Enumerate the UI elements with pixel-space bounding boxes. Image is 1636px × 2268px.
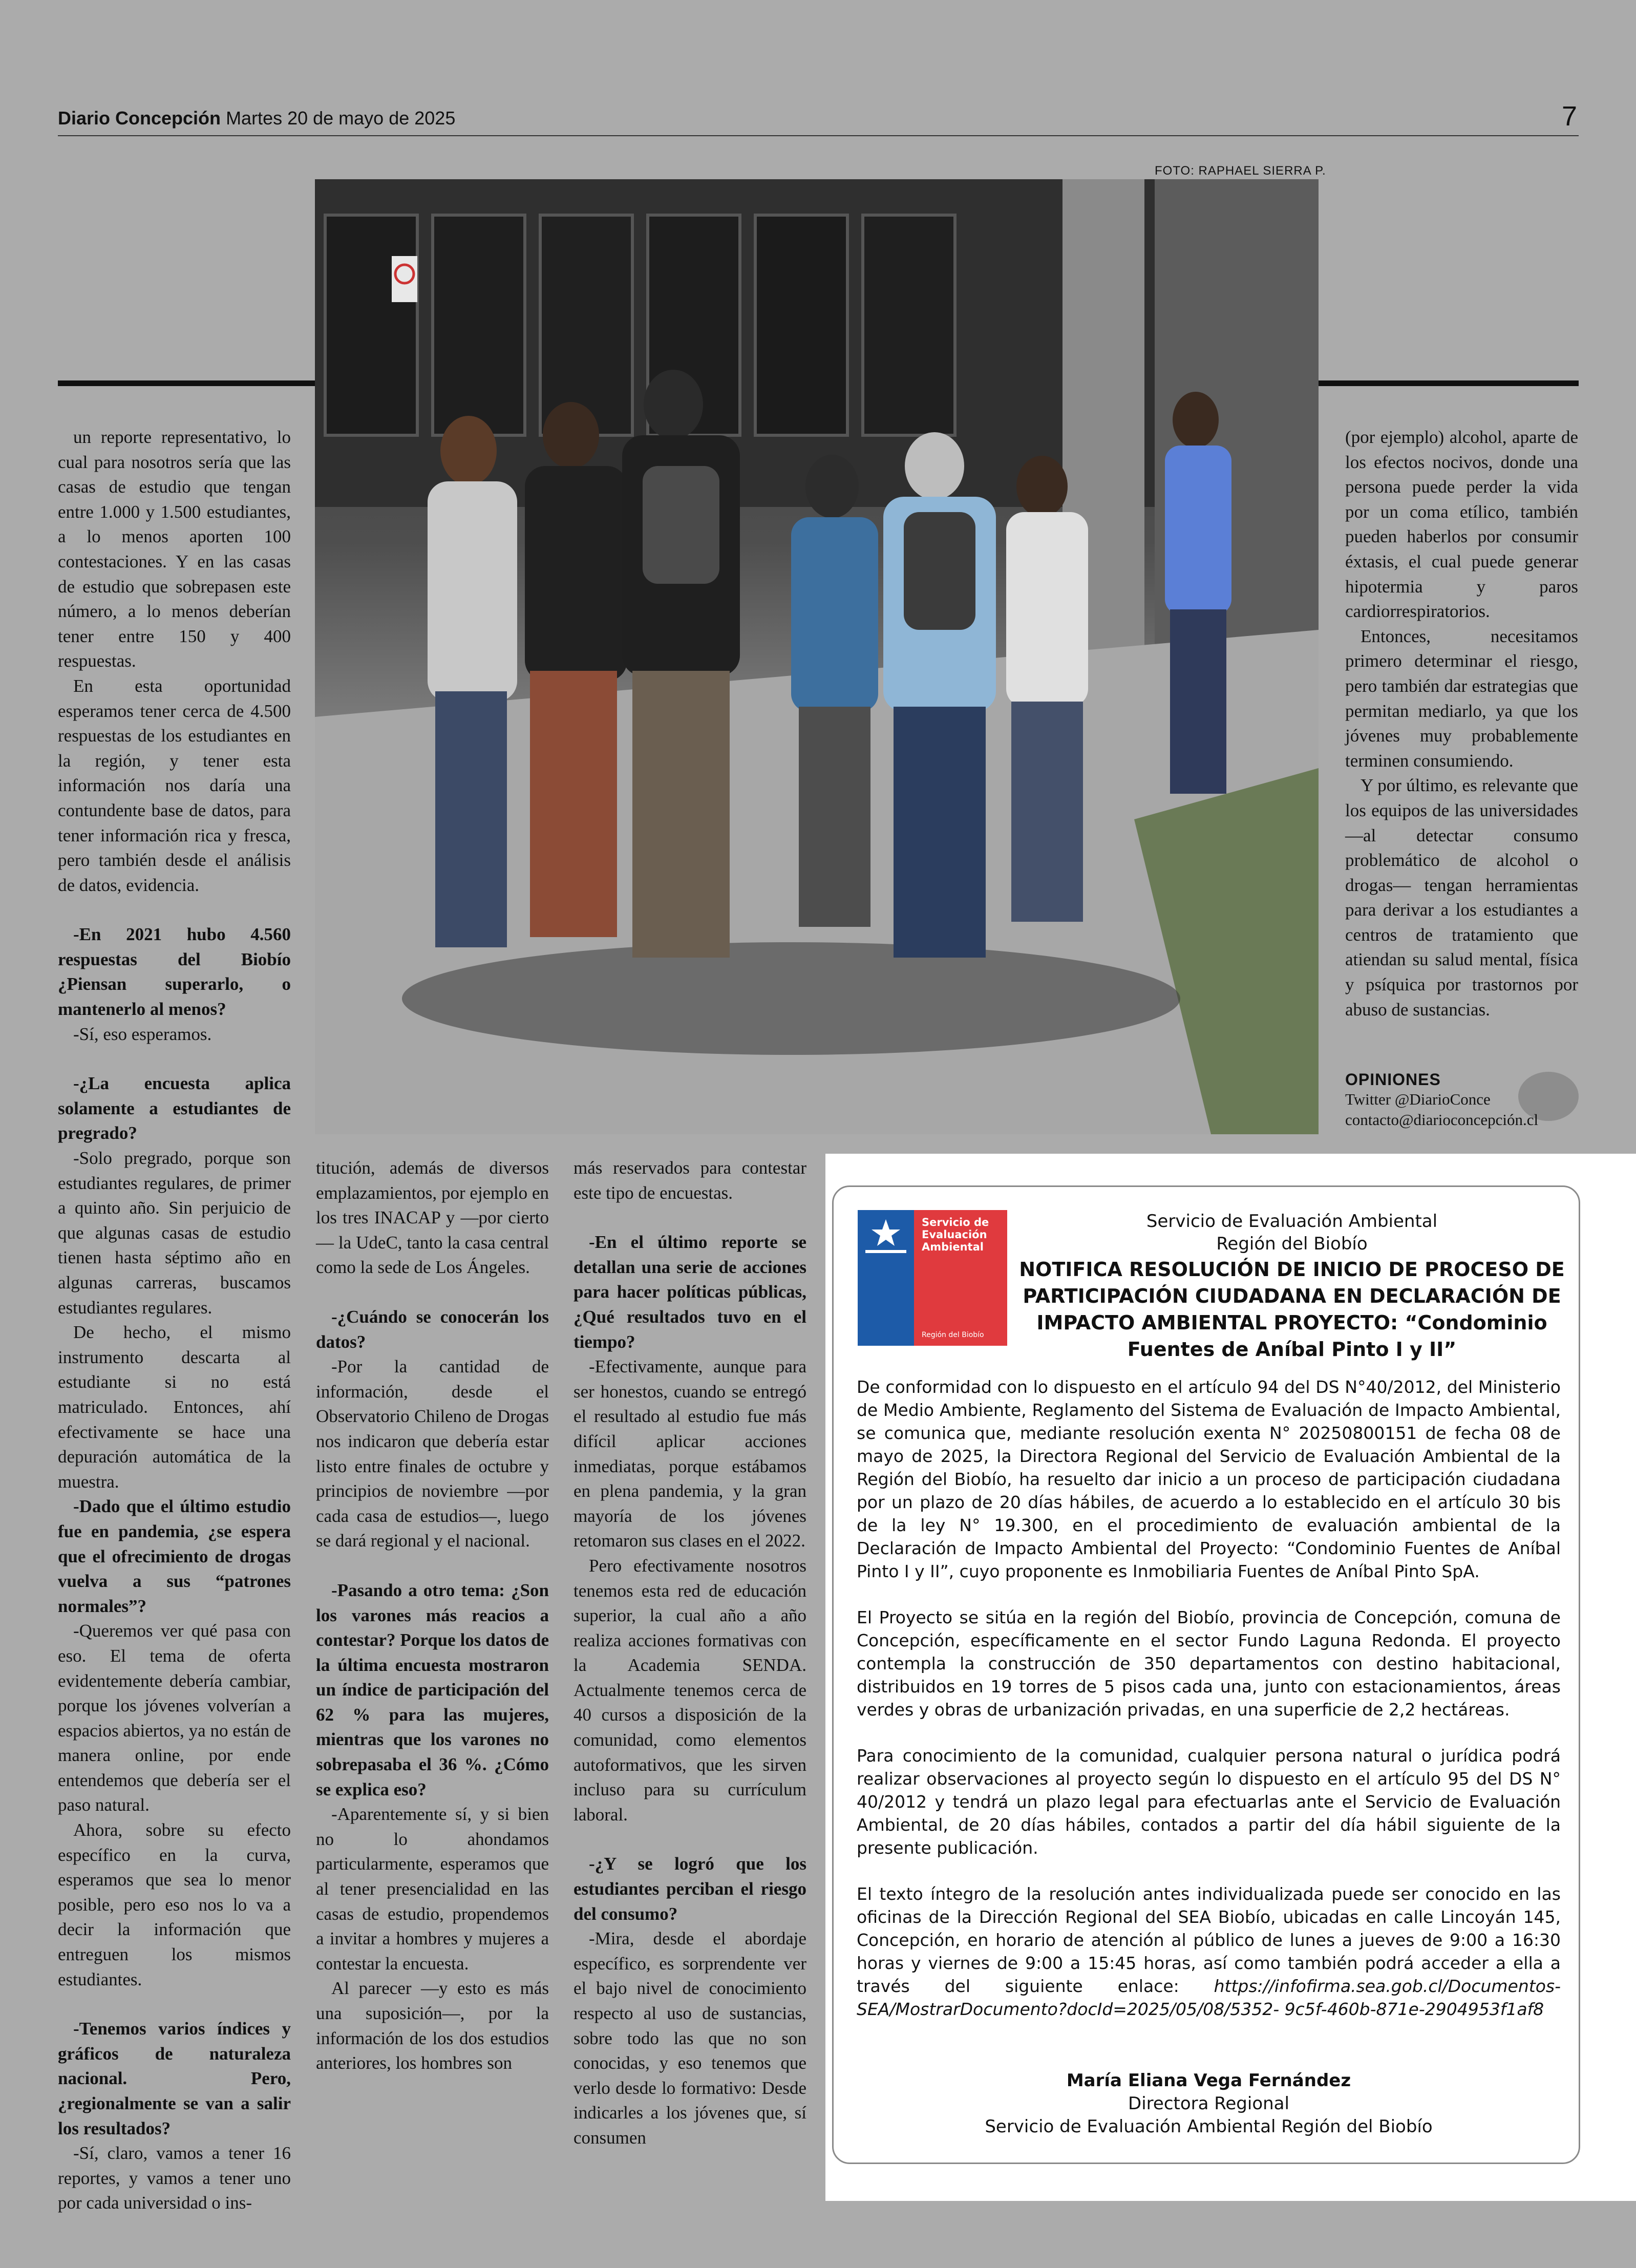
notice-paragraph-1: De conformidad con lo dispuesto en el artículo 94 del DS N°40/2012, del Ministerio de Medio Ambiente, Reglamento del Sistema de Evaluación de Impacto Ambiental, se comunica que, mediante resolución exenta N° 20250800151 de fecha 08 de mayo de 2025, la Directora Regional del Servicio de Evaluación Ambiental de la Región del Biobío, ha resuelto dar inicio a un proceso de participación ciudadana por un plazo de 20 días hábiles, de acuerdo a lo establecido en el artículo 30 bis de la ley N° 19.300, en el procedimiento de evaluación ambiental de la Declaración de Impacto Ambiental del Proyecto: “Condominio Fuentes de Aníbal Pinto I y II”, cuyo proponente es Inmobiliaria Fuentes de Aníbal Pinto SpA.: [857, 1377, 1561, 1581]
interview-question: -En 2021 hubo 4.560 respuestas del Biobío ¿Piensan superarlo, o mantenerlo al menos?: [58, 924, 291, 1020]
students-photo-illustration: [315, 179, 1319, 1134]
signer-name: María Eliana Vega Fernández: [1066, 2070, 1351, 2091]
article-paragraph: un reporte representativo, lo cual para nosotros sería que las casas de estudio que tengan entre 1.000 y 1.500 estudiantes, a lo menos aporten 100 contestaciones. Y en las casas de estudio que sobrepasen este número, a lo menos deberían tener entre 150 y 400 respuestas.: [58, 427, 291, 671]
section-rule-right: [1319, 380, 1579, 386]
article-paragraph: Pero efectivamente nosotros tenemos esta red de educación superior, la cual año a año realiza acciones formativas con la Academia SENDA. Actualmente tenemos cerca de 40 cursos a disposición de la comunidad, como elementos autoformativos, que les sirven incluso para su currículum laboral.: [573, 1555, 806, 1825]
article-paragraph: -Queremos ver qué pasa con eso. El tema de oferta evidentemente debería cambiar, porque los jóvenes volverían a espacios abiertos, ya no están de manera online, por ende entendemos que debería ser el paso natural.: [58, 1621, 291, 1815]
signer-role: Directora Regional: [1128, 2093, 1289, 2114]
article-paragraph: Al parecer —y esto es más una suposición—, por la información de los dos estudios anteriores, los hombres son: [316, 1978, 549, 2073]
article-column-4: [1345, 425, 1578, 1022]
logo-line-3: Ambiental: [922, 1241, 984, 1253]
notice-org: [1013, 1210, 1571, 1255]
notice-title: NOTIFICA RESOLUCIÓN DE INICIO DE PROCESO DE PARTICIPACIÓN CIUDADANA EN DECLARACIÓN DE IMPACTO AMBIENTAL PROYECTO: “Condominio Fuentes de Aníbal Pinto I y II”: [1019, 1258, 1565, 1361]
notice-signature: [857, 2069, 1561, 2138]
article-paragraph: Ahora, sobre su efecto específico en la curva, esperamos que sea lo menor posible, pero eso nos lo va a decir la información que entreguen los mismos estudiantes.: [58, 1820, 291, 1989]
notice-body: [857, 1375, 1561, 2044]
article-paragraph: más reservados para contestar este tipo de encuestas.: [573, 1158, 806, 1203]
logo-line-1: Servicio de: [922, 1216, 989, 1228]
logo-line-2: Evaluación: [922, 1228, 987, 1241]
article-paragraph: -Efectivamente, aunque para ser honestos, cuando se entregó el resultado al estudio fue más difícil aplicar acciones inmediatas, porque estábamos en plena pandemia, y la gran mayoría de los jóvenes retomaron sus clases en el 2022.: [573, 1356, 806, 1551]
page-number: 7: [1562, 101, 1578, 132]
interview-question: -En el último reporte se detallan una serie de acciones para hacer políticas públicas, ¿Qué resultados tuvo en el tiempo?: [573, 1232, 806, 1352]
article-paragraph: (por ejemplo) alcohol, aparte de los efectos nocivos, donde una persona puede perder la vida por un coma etílico, también pueden haberlos por consumir éxtasis, el cual puede generar hipotermia y paros cardiorrespiratorios.: [1345, 427, 1578, 622]
interview-question: -¿Cuándo se conocerán los datos?: [316, 1306, 549, 1352]
students-photo: [315, 179, 1319, 1134]
opinions-twitter[interactable]: Twitter @DiarioConce: [1345, 1090, 1491, 1108]
newspaper-name: Diario Concepción: [58, 108, 221, 129]
article-paragraph: -Solo pregrado, porque son estudiantes regulares, de primer a quinto año. Sin perjuicio de que algunas casas de estudio tienen hasta séptimo año en algunas carreras, buscamos estudiantes regulares.: [58, 1148, 291, 1318]
issue-date: Martes 20 de mayo de 2025: [226, 108, 456, 129]
notice-org-line-1: Servicio de Evaluación Ambiental: [1146, 1211, 1438, 1232]
interview-question: -Dado que el último estudio fue en pandemia, ¿se espera que el ofrecimiento de drogas vuelva a sus “patrones normales”?: [58, 1496, 291, 1616]
logo-caption: [922, 1216, 1004, 1253]
header-rule: [58, 135, 1579, 136]
article-paragraph: titución, además de diversos emplazamientos, por ejemplo en los tres INACAP y —por cierto— la UdeC, tanto la casa central como la sede de Los Ángeles.: [316, 1158, 549, 1278]
section-rule-left: [58, 380, 315, 386]
article-column-2: [316, 1156, 549, 2076]
logo-region: Región del Biobío: [922, 1331, 984, 1339]
sea-logo: [858, 1210, 1007, 1346]
article-paragraph: En esta oportunidad esperamos tener cerca de 4.500 respuestas de los estudiantes en la región, y tener esta información nos daría una contundente base de datos, para tener información rica y fresca, pero también desde el análisis de datos, evidencia.: [58, 675, 291, 895]
interview-question: -¿La encuesta aplica solamente a estudiantes de pregrado?: [58, 1073, 291, 1143]
sea-legal-notice: [832, 1185, 1580, 2164]
interview-question: -¿Y se logró que los estudiantes perciban el riesgo del consumo?: [573, 1854, 806, 1924]
article-paragraph: De hecho, el mismo instrumento descarta al estudiante si no está matriculado. Entonces, ahí efectivamente se hace una depuración automática de la muestra.: [58, 1322, 291, 1492]
opinions-box: [1345, 1070, 1581, 1130]
article-paragraph: -Sí, claro, vamos a tener 16 reportes, y vamos a tener uno por cada universidad o ins-: [58, 2143, 291, 2213]
article-column-3: [573, 1156, 806, 2151]
notice-paragraph-3: Para conocimiento de la comunidad, cualquier persona natural o jurídica podrá realizar observaciones al proyecto según lo dispuesto en el artículo 95 del DS N° 40/2012 y tendrá un plazo legal para efectuarlas ante el Servicio de Evaluación Ambiental, de 20 días hábiles, contados a partir del día hábil siguiente de la presente publicación.: [857, 1746, 1561, 1858]
notice-paragraph-2: El Proyecto se sitúa en la región del Biobío, provincia de Concepción, comuna de Concepción, específicamente en el sector Fundo Laguna Redonda. El proyecto contempla la construcción de 350 departamentos con destino habitacional, distribuidos en 19 torres de 5 pisos cada una, junto con estacionamientos, áreas verdes y obras de urbanización privadas, en una superficie de 2,2 hectáreas.: [857, 1607, 1561, 1720]
photo-credit: FOTO: RAPHAEL SIERRA P.: [1155, 164, 1326, 178]
notice-paragraph-4-text: El texto íntegro de la resolución antes individualizada puede ser conocido en las oficinas de la Dirección Regional del SEA Biobío, ubicadas en calle Lincoyán 145, Concepción, en horario de atención al público de lunes a jueves de 9:00 a 16:30 horas y viernes de 9:00 a 15:45 horas, así como también podrá acceder a ella a través del siguiente enlace:: [857, 1884, 1561, 1996]
article-paragraph: Entonces, necesitamos primero determinar el riesgo, pero también dar estrategias que permitan mediarlo, ya que los jóvenes muy probablemente terminen consumiendo.: [1345, 626, 1578, 771]
article-paragraph: -Aparentemente sí, y si bien no lo ahondamos particularmente, esperamos que al tener presencialidad en las casas de estudio, propendemos a invitar a hombres y mujeres a contestar la encuesta.: [316, 1804, 549, 1974]
opinions-title: OPINIONES: [1345, 1070, 1441, 1089]
article-column-1: [58, 425, 291, 2216]
notice-link[interactable]: https://infofirma.sea.gob.cl/Documentos-SEA/MostrarDocumento?docId=2025/05/08/5352- 9c5f-460b-871e-2904953f1af8: [857, 1976, 1561, 2019]
interview-question: -Pasando a otro tema: ¿Son los varones más reacios a contestar? Porque los datos de la última encuesta mostraron un índice de participación del 62 % para las mujeres, mientras que los varones no sobrepasaba el 36 %. ¿Cómo se explica eso?: [316, 1580, 549, 1799]
article-paragraph: -Por la cantidad de información, desde el Observatorio Chileno de Drogas nos indicaron que debería estar listo entre finales de octubre y principios de noviembre —por cada casa de estudios—, luego se dará regional y el nacional.: [316, 1356, 549, 1551]
article-paragraph: -Mira, desde el abordaje específico, es sorprendente ver el bajo nivel de conocimiento respecto al uso de sustancias, sobre todo las que no son conocidas, y eso tenemos que verlo desde lo formativo: Desde indicarles a los jóvenes que, sí consumen: [573, 1928, 806, 2148]
notice-paragraph-4: [857, 1882, 1561, 2021]
page-header: [58, 108, 455, 129]
interview-question: -Tenemos varios índices y gráficos de naturaleza nacional. Pero, ¿regionalmente se van a salir los resultados?: [58, 2019, 291, 2138]
notice-org-line-2: Región del Biobío: [1216, 1234, 1368, 1254]
signer-org: Servicio de Evaluación Ambiental Región del Biobío: [985, 2116, 1433, 2137]
opinions-email[interactable]: contacto@diarioconcepción.cl: [1345, 1111, 1539, 1129]
article-paragraph: -Sí, eso esperamos.: [73, 1024, 212, 1044]
article-paragraph: Y por último, es relevante que los equipos de las universidades —al detectar consumo problemático de alcohol o drogas— tengan herramientas para derivar a los estudiantes a centros de tratamiento que atiendan su salud mental, física y psíquica por trastornos por abuso de sustancias.: [1345, 775, 1578, 1020]
